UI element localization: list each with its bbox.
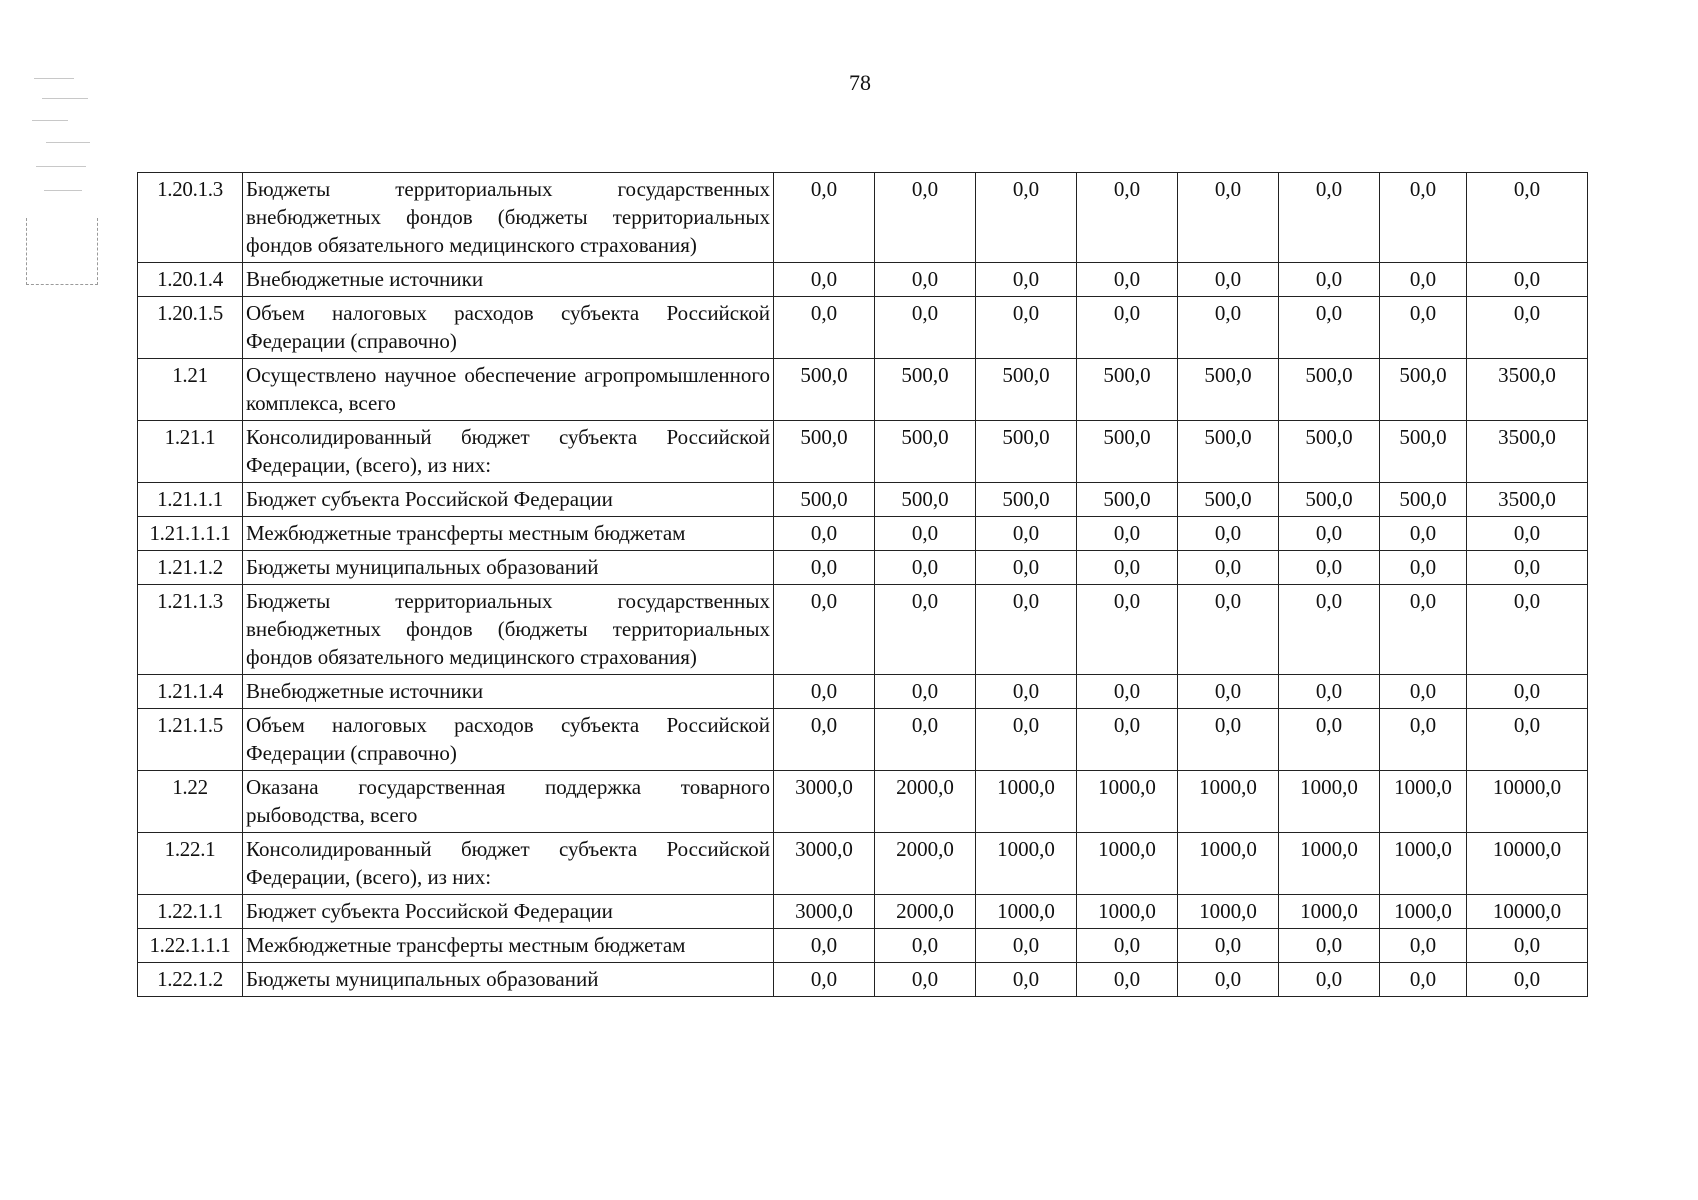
row-value: 0,0: [1178, 297, 1279, 359]
row-value: 3000,0: [774, 771, 875, 833]
row-value: 500,0: [1077, 421, 1178, 483]
row-value: 10000,0: [1467, 771, 1588, 833]
row-value: 0,0: [1077, 173, 1178, 263]
row-value: 0,0: [1467, 297, 1588, 359]
row-value: 2000,0: [875, 895, 976, 929]
row-value: 0,0: [1380, 297, 1467, 359]
row-description: Оказана государственная поддержка товарного рыбоводства, всего: [243, 771, 774, 833]
row-value: 0,0: [875, 585, 976, 675]
row-description: Внебюджетные источники: [243, 675, 774, 709]
row-value: 0,0: [1279, 709, 1380, 771]
row-value: 500,0: [1380, 421, 1467, 483]
row-description: Осуществлено научное обеспечение агропромышленного комплекса, всего: [243, 359, 774, 421]
row-value: 1000,0: [1279, 771, 1380, 833]
row-value: 0,0: [875, 173, 976, 263]
row-value: 0,0: [976, 551, 1077, 585]
row-value: 3500,0: [1467, 483, 1588, 517]
row-value: 0,0: [1279, 551, 1380, 585]
row-value: 500,0: [1279, 359, 1380, 421]
row-value: 0,0: [875, 297, 976, 359]
row-value: 0,0: [875, 709, 976, 771]
row-code: 1.20.1.5: [138, 297, 243, 359]
row-description: Объем налоговых расходов субъекта Российской Федерации (справочно): [243, 297, 774, 359]
row-value: 0,0: [976, 173, 1077, 263]
row-value: 0,0: [774, 517, 875, 551]
row-value: 0,0: [1077, 709, 1178, 771]
row-value: 0,0: [1467, 585, 1588, 675]
row-value: 0,0: [1178, 263, 1279, 297]
row-value: 0,0: [976, 517, 1077, 551]
row-value: 0,0: [1380, 963, 1467, 997]
row-value: 500,0: [1279, 483, 1380, 517]
row-description: Бюджеты территориальных государственных внебюджетных фондов (бюджеты территориальных фондов обязательного медицинского страхования): [243, 585, 774, 675]
row-value: 0,0: [1077, 297, 1178, 359]
row-value: 500,0: [1077, 359, 1178, 421]
row-value: 10000,0: [1467, 833, 1588, 895]
row-value: 0,0: [875, 963, 976, 997]
row-value: 0,0: [1380, 709, 1467, 771]
table-row: [138, 709, 1588, 771]
row-value: 500,0: [774, 359, 875, 421]
row-value: 0,0: [1279, 929, 1380, 963]
row-value: 1000,0: [1279, 833, 1380, 895]
table-row: [138, 833, 1588, 895]
row-value: 0,0: [976, 585, 1077, 675]
row-value: 1000,0: [1178, 895, 1279, 929]
row-value: 1000,0: [1077, 895, 1178, 929]
row-value: 0,0: [774, 963, 875, 997]
row-value: 0,0: [774, 585, 875, 675]
row-value: 10000,0: [1467, 895, 1588, 929]
row-value: 0,0: [1380, 551, 1467, 585]
row-value: 3000,0: [774, 833, 875, 895]
row-value: 0,0: [976, 929, 1077, 963]
row-description: Бюджеты муниципальных образований: [243, 551, 774, 585]
row-value: 0,0: [976, 263, 1077, 297]
row-value: 1000,0: [976, 895, 1077, 929]
row-value: 3500,0: [1467, 421, 1588, 483]
row-value: 0,0: [1467, 929, 1588, 963]
row-code: 1.20.1.4: [138, 263, 243, 297]
row-value: 0,0: [1467, 963, 1588, 997]
margin-stamp: [24, 68, 98, 286]
row-value: 0,0: [1178, 963, 1279, 997]
row-value: 0,0: [1178, 585, 1279, 675]
row-value: 0,0: [1178, 675, 1279, 709]
row-value: 0,0: [1279, 263, 1380, 297]
row-value: 500,0: [774, 421, 875, 483]
row-code: 1.21.1: [138, 421, 243, 483]
row-value: 500,0: [1077, 483, 1178, 517]
row-value: 0,0: [1077, 963, 1178, 997]
table-row: [138, 585, 1588, 675]
row-value: 0,0: [1279, 963, 1380, 997]
row-value: 0,0: [1467, 709, 1588, 771]
row-value: 2000,0: [875, 771, 976, 833]
row-value: 0,0: [1077, 675, 1178, 709]
row-value: 0,0: [1077, 517, 1178, 551]
row-description: Межбюджетные трансферты местным бюджетам: [243, 517, 774, 551]
table-row: [138, 517, 1588, 551]
row-value: 0,0: [976, 709, 1077, 771]
row-value: 0,0: [1467, 675, 1588, 709]
row-value: 0,0: [1279, 675, 1380, 709]
row-value: 0,0: [1380, 675, 1467, 709]
row-value: 0,0: [774, 709, 875, 771]
row-value: 1000,0: [1380, 833, 1467, 895]
row-value: 0,0: [774, 675, 875, 709]
row-value: 0,0: [976, 297, 1077, 359]
row-value: 0,0: [1178, 709, 1279, 771]
row-code: 1.21.1.1: [138, 483, 243, 517]
row-value: 1000,0: [1178, 771, 1279, 833]
row-value: 0,0: [1178, 551, 1279, 585]
row-value: 0,0: [1380, 929, 1467, 963]
table-row: [138, 771, 1588, 833]
row-value: 0,0: [1077, 929, 1178, 963]
row-value: 0,0: [1077, 585, 1178, 675]
row-value: 0,0: [1380, 263, 1467, 297]
table-row: [138, 297, 1588, 359]
row-code: 1.22.1.1: [138, 895, 243, 929]
row-value: 0,0: [875, 263, 976, 297]
stamp-frame: [26, 218, 98, 285]
row-value: 0,0: [976, 963, 1077, 997]
row-value: 0,0: [1178, 929, 1279, 963]
table-row: [138, 551, 1588, 585]
row-value: 0,0: [875, 517, 976, 551]
row-value: 1000,0: [976, 833, 1077, 895]
row-value: 2000,0: [875, 833, 976, 895]
row-value: 1000,0: [1077, 771, 1178, 833]
row-code: 1.21.1.1.1: [138, 517, 243, 551]
budget-table: [137, 172, 1588, 997]
row-description: Внебюджетные источники: [243, 263, 774, 297]
row-value: 1000,0: [1380, 771, 1467, 833]
row-value: 0,0: [774, 929, 875, 963]
table-body: [138, 173, 1588, 997]
row-value: 500,0: [1178, 359, 1279, 421]
table-row: [138, 483, 1588, 517]
row-value: 0,0: [976, 675, 1077, 709]
table-row: [138, 173, 1588, 263]
row-code: 1.21.1.5: [138, 709, 243, 771]
row-value: 1000,0: [1178, 833, 1279, 895]
row-value: 500,0: [1178, 483, 1279, 517]
row-value: 0,0: [1279, 173, 1380, 263]
row-value: 500,0: [875, 483, 976, 517]
row-code: 1.21.1.4: [138, 675, 243, 709]
row-value: 1000,0: [1077, 833, 1178, 895]
row-description: Бюджет субъекта Российской Федерации: [243, 895, 774, 929]
row-value: 0,0: [1279, 585, 1380, 675]
table-row: [138, 675, 1588, 709]
row-value: 0,0: [1279, 517, 1380, 551]
row-value: 500,0: [875, 359, 976, 421]
row-value: 500,0: [1380, 483, 1467, 517]
row-value: 500,0: [1380, 359, 1467, 421]
row-value: 0,0: [1178, 517, 1279, 551]
row-value: 0,0: [1178, 173, 1279, 263]
row-description: Бюджеты муниципальных образований: [243, 963, 774, 997]
row-value: 1000,0: [1279, 895, 1380, 929]
row-value: 0,0: [1380, 585, 1467, 675]
row-code: 1.22.1.2: [138, 963, 243, 997]
table-row: [138, 929, 1588, 963]
row-value: 500,0: [774, 483, 875, 517]
page-number: 78: [849, 70, 871, 95]
row-code: 1.21.1.3: [138, 585, 243, 675]
table-row: [138, 359, 1588, 421]
row-description: Консолидированный бюджет субъекта Российской Федерации, (всего), из них:: [243, 833, 774, 895]
row-value: 0,0: [1467, 551, 1588, 585]
row-code: 1.22.1: [138, 833, 243, 895]
row-description: Межбюджетные трансферты местным бюджетам: [243, 929, 774, 963]
row-code: 1.21.1.2: [138, 551, 243, 585]
table-row: [138, 421, 1588, 483]
row-code: 1.22: [138, 771, 243, 833]
row-value: 1000,0: [976, 771, 1077, 833]
row-value: 0,0: [1077, 263, 1178, 297]
row-description: Бюджет субъекта Российской Федерации: [243, 483, 774, 517]
row-value: 0,0: [1467, 517, 1588, 551]
row-value: 3500,0: [1467, 359, 1588, 421]
row-value: 0,0: [1380, 173, 1467, 263]
row-value: 500,0: [976, 359, 1077, 421]
row-description: Бюджеты территориальных государственных внебюджетных фондов (бюджеты территориальных фондов обязательного медицинского страхования): [243, 173, 774, 263]
row-description: Консолидированный бюджет субъекта Российской Федерации, (всего), из них:: [243, 421, 774, 483]
row-value: 0,0: [774, 263, 875, 297]
row-value: 500,0: [1279, 421, 1380, 483]
row-code: 1.22.1.1.1: [138, 929, 243, 963]
row-code: 1.21: [138, 359, 243, 421]
row-description: Объем налоговых расходов субъекта Российской Федерации (справочно): [243, 709, 774, 771]
row-value: 0,0: [774, 551, 875, 585]
table-row: [138, 963, 1588, 997]
row-value: 0,0: [875, 551, 976, 585]
row-value: 3000,0: [774, 895, 875, 929]
row-code: 1.20.1.3: [138, 173, 243, 263]
row-value: 0,0: [1467, 263, 1588, 297]
table-row: [138, 263, 1588, 297]
row-value: 0,0: [1077, 551, 1178, 585]
row-value: 0,0: [774, 297, 875, 359]
row-value: 500,0: [976, 483, 1077, 517]
row-value: 0,0: [1279, 297, 1380, 359]
row-value: 500,0: [976, 421, 1077, 483]
row-value: 0,0: [774, 173, 875, 263]
row-value: 500,0: [1178, 421, 1279, 483]
row-value: 500,0: [875, 421, 976, 483]
row-value: 0,0: [875, 675, 976, 709]
row-value: 0,0: [875, 929, 976, 963]
table-row: [138, 895, 1588, 929]
row-value: 0,0: [1467, 173, 1588, 263]
row-value: 0,0: [1380, 517, 1467, 551]
row-value: 1000,0: [1380, 895, 1467, 929]
